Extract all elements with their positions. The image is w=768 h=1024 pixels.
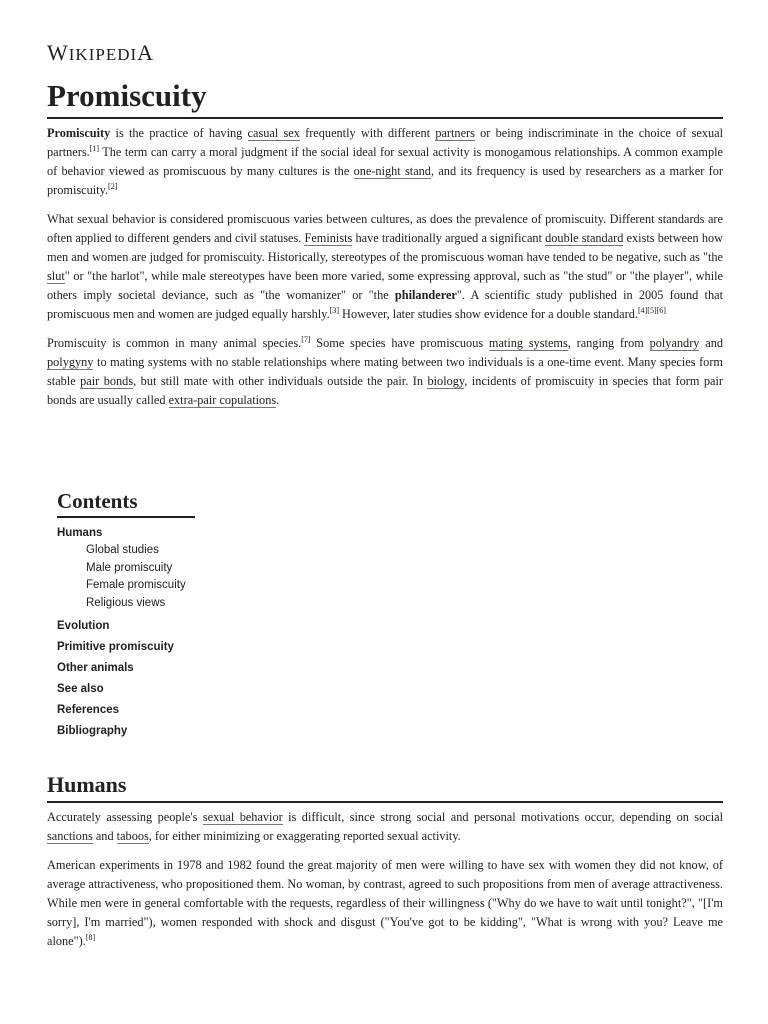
toc-item[interactable]: Evolution — [57, 620, 110, 632]
toc-item[interactable]: See also — [57, 683, 104, 695]
toc-item[interactable]: Other animals — [57, 662, 134, 674]
text-run: Accurately assessing people's — [47, 810, 203, 824]
text-run: is difficult, since strong social and personal motivations occur, depending on social — [282, 810, 723, 824]
wikipedia-wordmark[interactable]: WIKIPEDIA — [47, 40, 155, 65]
citation-ref[interactable]: [2] — [108, 182, 118, 191]
text-run: exists between how men and women are judged for promiscuity. Historically, stereotypes of the promiscuous woman have tended to be negative, such as "the — [47, 231, 723, 264]
article-link[interactable]: sanctions — [47, 829, 93, 843]
toc-sublist — [57, 542, 195, 612]
article-link[interactable]: partners — [435, 126, 475, 140]
paragraph — [47, 334, 723, 410]
toc-item[interactable]: Humans — [57, 527, 103, 539]
text-run: However, later studies show evidence for a double standard. — [338, 307, 638, 321]
paragraph — [47, 808, 723, 846]
toc-item[interactable]: Bibliography — [57, 725, 128, 737]
toc-subitem[interactable]: Global studies — [86, 544, 159, 556]
toc-item[interactable]: Primitive promiscuity — [57, 641, 174, 653]
article-link[interactable]: extra-pair copulations — [168, 393, 277, 407]
article-link[interactable]: sexual behavior — [202, 810, 283, 824]
text-run: is the practice of having — [110, 126, 248, 140]
citation-ref[interactable]: [3] — [329, 306, 339, 315]
article-link[interactable]: polyandry — [649, 336, 700, 350]
citation-ref[interactable]: [8] — [85, 933, 96, 942]
article-link[interactable]: slut — [47, 269, 65, 283]
table-of-contents — [57, 488, 195, 742]
text-run: and — [699, 336, 723, 350]
text-run: The term can carry a moral judgment if the social ideal for sexual activity is monogamous relationships. A common example of behavior viewed as promiscuous by many cultures is the — [47, 145, 723, 178]
bold-term: Promiscuity — [47, 126, 111, 140]
text-run: , incidents of promiscuity in species that form pair bonds are usually called — [47, 374, 723, 407]
citation-ref[interactable]: [7] — [301, 335, 311, 344]
text-run: , and its frequency is used by researchers as a marker for promiscuity. — [47, 164, 723, 197]
title-divider — [47, 117, 723, 119]
article-link[interactable]: Feminists — [304, 231, 353, 245]
text-run: , for either minimizing or exaggerating reported sexual activity. — [148, 829, 461, 843]
text-run: Promiscuity is common in many animal species. — [47, 336, 302, 350]
article-intro — [47, 124, 723, 420]
toc-list — [57, 526, 195, 742]
article-link[interactable]: casual sex — [247, 126, 300, 140]
text-run: or being indiscriminate in the choice of sexual partners. — [47, 126, 723, 159]
citation-ref[interactable]: [1] — [89, 144, 100, 153]
article-link[interactable]: mating systems — [488, 336, 568, 350]
text-run: have traditionally argued a significant — [352, 231, 546, 245]
text-run: and — [92, 829, 117, 843]
article-link[interactable]: taboos — [116, 829, 149, 843]
article-link[interactable]: biology — [427, 374, 465, 388]
article-link[interactable]: polygyny — [47, 355, 94, 369]
text-run: frequently with different — [299, 126, 436, 140]
paragraph — [47, 124, 723, 200]
toc-subitem[interactable]: Male promiscuity — [86, 561, 173, 574]
paragraph — [47, 856, 723, 951]
toc-subitem[interactable]: Female promiscuity — [86, 579, 186, 591]
article-link[interactable]: pair bonds — [80, 374, 134, 388]
text-run: Some species have promiscuous — [310, 336, 489, 350]
article-link[interactable]: one-night stand — [353, 164, 431, 178]
citation-ref[interactable]: [4][5][6] — [637, 306, 666, 315]
toc-title: Contents — [57, 488, 195, 518]
article-link[interactable]: double standard — [545, 231, 624, 245]
text-run: . — [276, 393, 280, 407]
section-divider — [47, 801, 723, 803]
text-run: , ranging from — [567, 336, 650, 350]
page-title: Promiscuity — [47, 78, 207, 113]
toc-subitem[interactable]: Religious views — [86, 596, 166, 609]
bold-term: philanderer — [394, 288, 457, 302]
text-run: " or "the harlot", while male stereotypes have been more varied, some expressing approval, such as "the stud" or "the player", while others imply societal deviance, such as "the womanizer" or "the — [47, 269, 723, 302]
paragraph — [47, 210, 723, 324]
text-run: , but still mate with other individuals outside the pair. In — [133, 374, 428, 388]
text-run: ". A scientific study published in 2005 found that promiscuous men and women are judged equally harshly. — [47, 288, 723, 321]
text-run: American experiments in 1978 and 1982 found the great majority of men were willing to have sex with women they did not know, of average attractiveness, who propositioned them. No woman, by contrast, agreed to such propositions from men of average attractiveness. While men were in general comfortable with the requests, regardless of their willingness ("Why do we have to wait until tonight?", "[I'm sorry], I'm married"), women responded with shock and disgust ("You've got to be kidding", "What is wrong with you? Leave me alone"). — [47, 858, 723, 948]
toc-item[interactable]: References — [57, 704, 120, 716]
section-humans-body — [47, 808, 723, 961]
text-run: What sexual behavior is considered promiscuous varies between cultures, as does the prevalence of promiscuity. Different standards are often applied to different genders and civil statuses. — [47, 212, 723, 245]
section-heading-humans: Humans — [47, 772, 127, 797]
text-run: to mating systems with no stable relationships where mating between two individuals is a one-time event. Many species form stable — [47, 355, 723, 388]
